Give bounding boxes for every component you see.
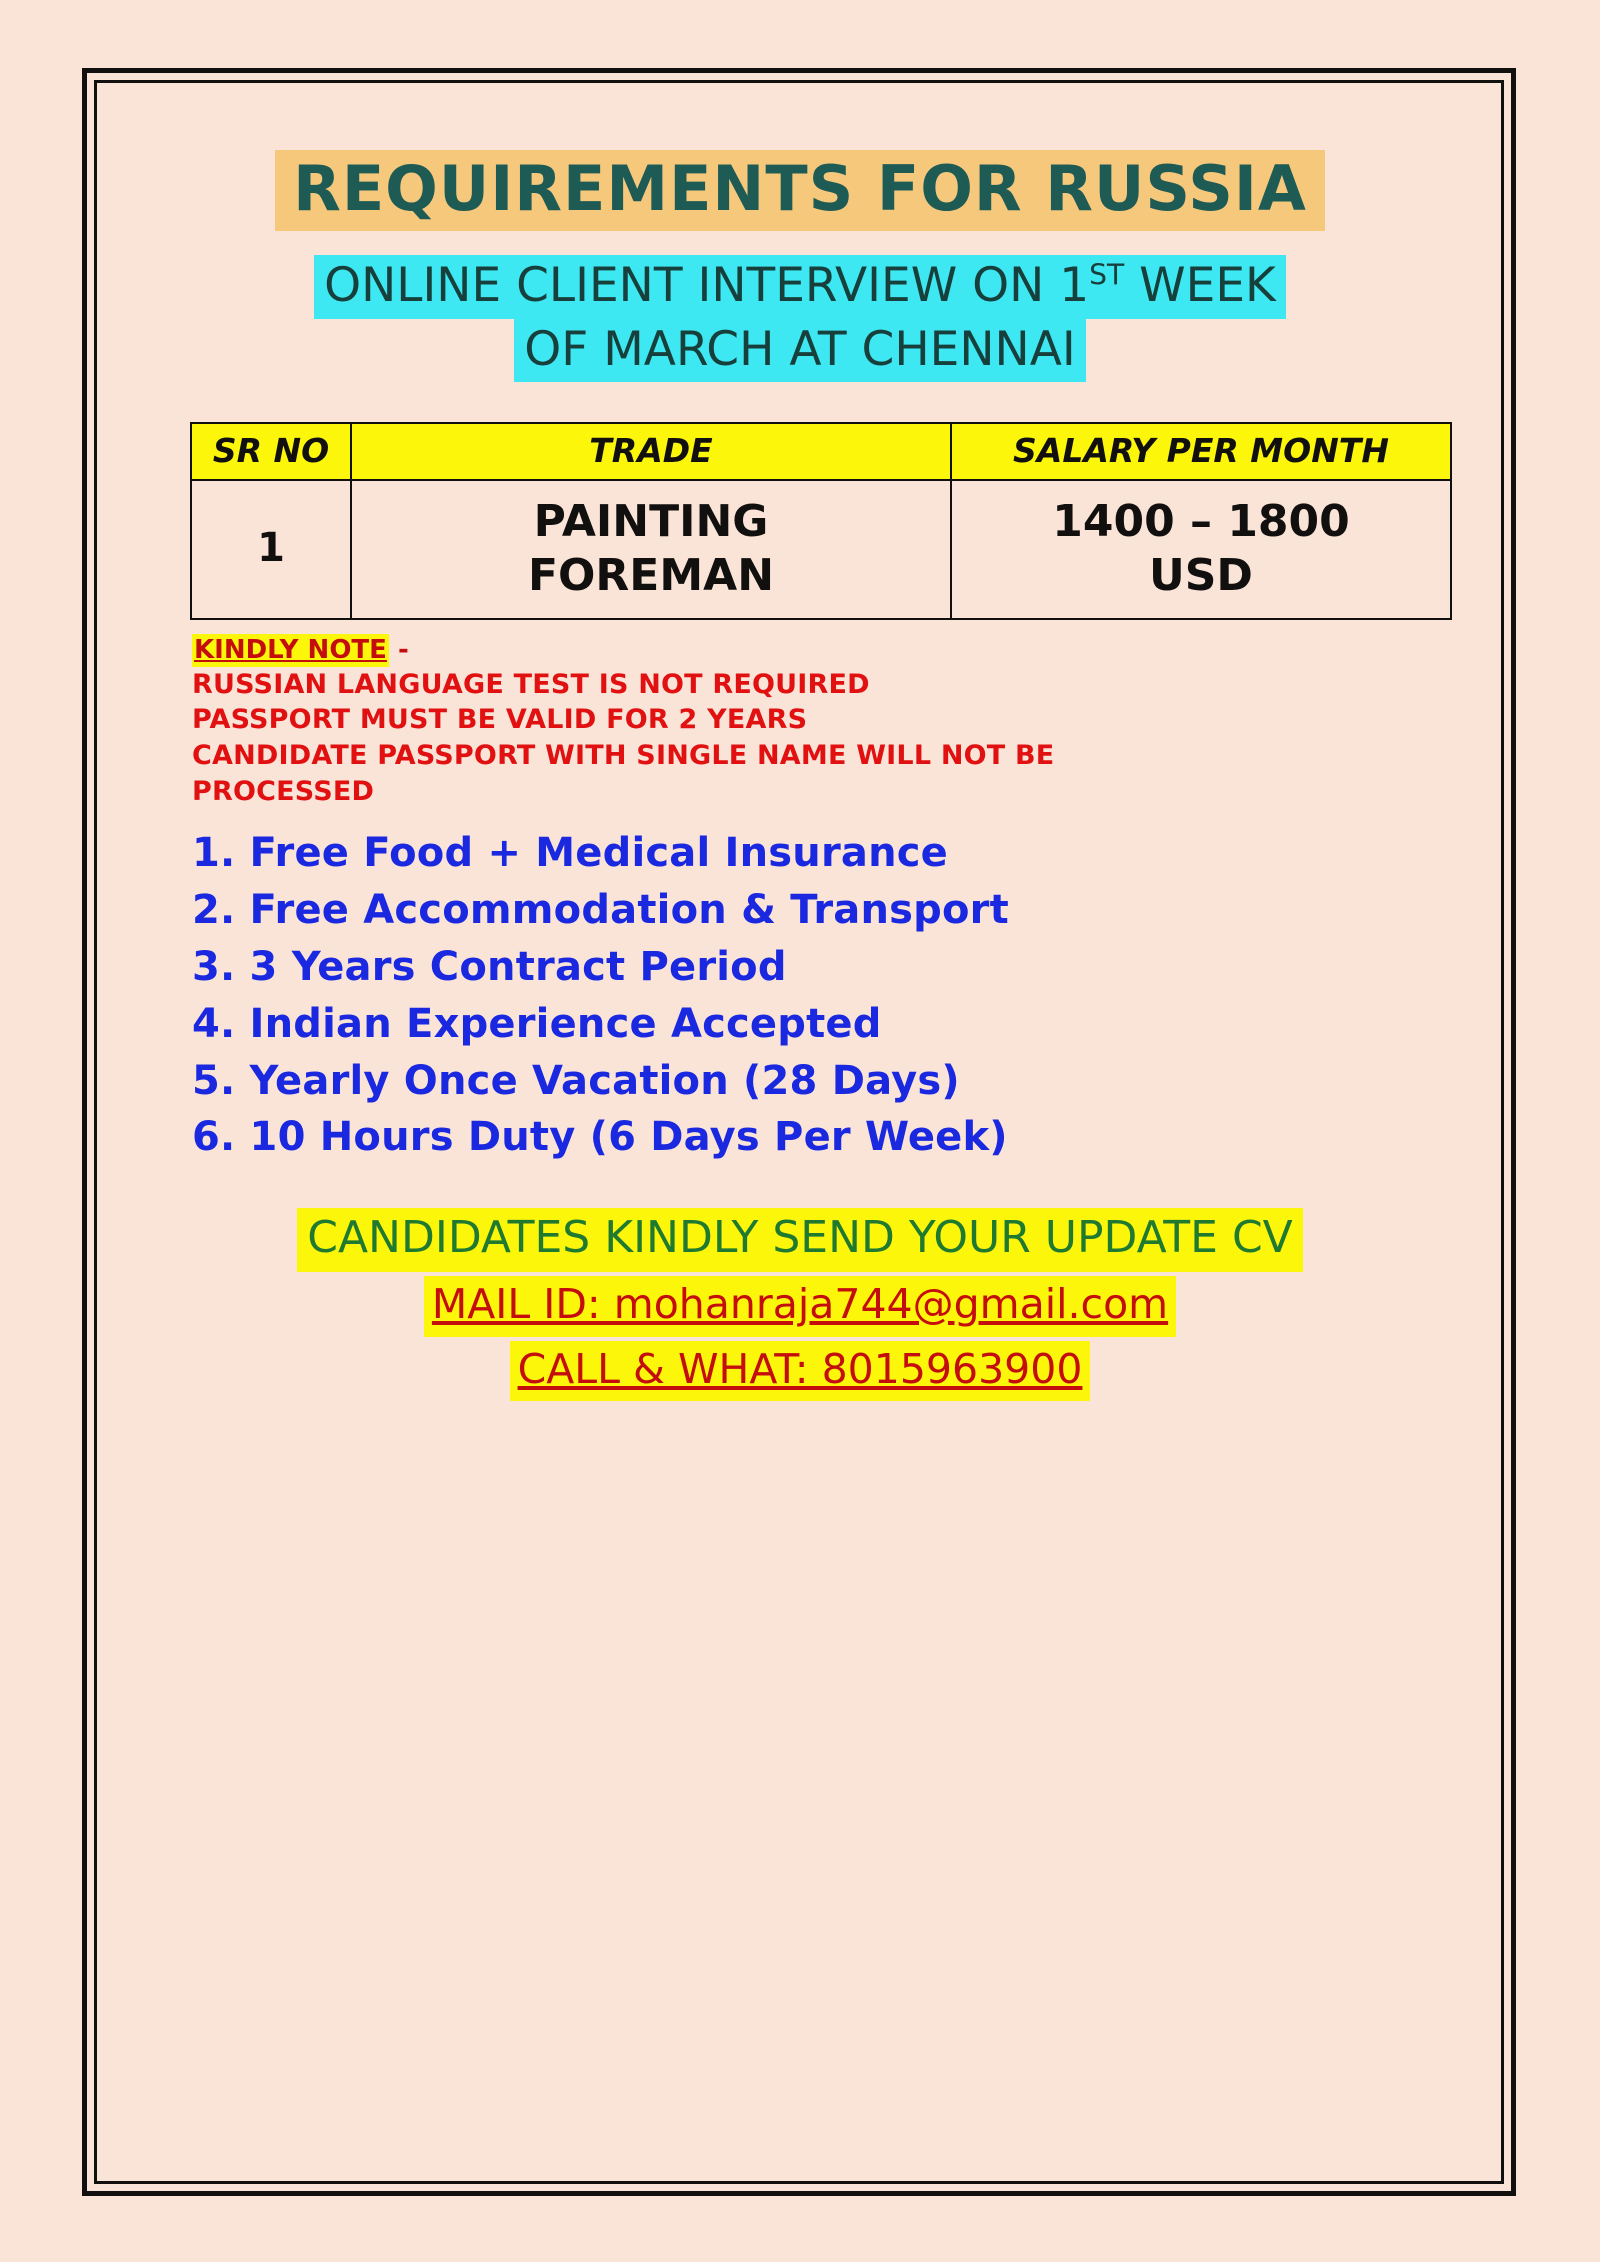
requirements-table bbox=[190, 422, 1452, 620]
cell-salary bbox=[951, 480, 1451, 619]
poster-content bbox=[150, 150, 1450, 1401]
subtitle-block bbox=[150, 255, 1450, 382]
table-row bbox=[191, 480, 1451, 619]
subtitle-line-1 bbox=[314, 255, 1286, 318]
footer-call-row bbox=[150, 1341, 1450, 1401]
kindly-note-heading: KINDLY NOTE bbox=[194, 635, 387, 666]
note-line: CANDIDATE PASSPORT WITH SINGLE NAME WILL NOT BE bbox=[192, 740, 1055, 772]
kindly-note-heading-row bbox=[192, 634, 1450, 667]
footer-phone-link[interactable]: CALL & WHAT: 8015963900 bbox=[510, 1341, 1091, 1401]
cell-salary-line-1: 1400 – 1800 bbox=[1052, 496, 1350, 547]
subtitle-line-2-wrap bbox=[150, 319, 1450, 382]
cell-trade bbox=[351, 480, 951, 619]
list-item: 2. Free Accommodation & Transport bbox=[192, 887, 1009, 934]
note-line: PASSPORT MUST BE VALID FOR 2 YEARS bbox=[192, 704, 808, 736]
list-item: 3. 3 Years Contract Period bbox=[192, 943, 787, 990]
subtitle-line-1-post: WEEK bbox=[1124, 258, 1276, 314]
subtitle-line-1-superscript: ST bbox=[1089, 258, 1125, 292]
table-body bbox=[191, 480, 1451, 619]
table-header-trade: TRADE bbox=[351, 423, 951, 480]
subtitle-line-2: OF MARCH AT CHENNAI bbox=[514, 319, 1085, 382]
cell-sr-no: 1 bbox=[191, 480, 351, 619]
subtitle-line-1-wrap bbox=[150, 255, 1450, 318]
kindly-note-heading-dash: - bbox=[388, 635, 409, 666]
note-line: RUSSIAN LANGUAGE TEST IS NOT REQUIRED bbox=[192, 668, 870, 700]
list-item: 5. Yearly Once Vacation (28 Days) bbox=[192, 1057, 960, 1104]
table-header-salary: SALARY PER MONTH bbox=[951, 423, 1451, 480]
contact-footer bbox=[150, 1208, 1450, 1401]
page-title: REQUIREMENTS FOR RUSSIA bbox=[275, 150, 1325, 231]
list-item: 6. 10 Hours Duty (6 Days Per Week) bbox=[192, 1114, 1008, 1161]
title-row bbox=[150, 150, 1450, 231]
footer-cv-text: CANDIDATES KINDLY SEND YOUR UPDATE CV bbox=[297, 1208, 1303, 1272]
cell-trade-line-2: FOREMAN bbox=[527, 549, 775, 601]
cell-salary-line-2: USD bbox=[1149, 549, 1253, 601]
cell-trade-line-1: PAINTING bbox=[533, 496, 769, 547]
footer-mail-link[interactable]: MAIL ID: mohanraja744@gmail.com bbox=[424, 1276, 1176, 1336]
footer-cv-row bbox=[150, 1208, 1450, 1272]
list-item: 1. Free Food + Medical Insurance bbox=[192, 830, 948, 877]
kindly-note-block bbox=[192, 634, 1450, 809]
subtitle-line-1-pre: ONLINE CLIENT INTERVIEW ON 1 bbox=[324, 258, 1090, 314]
table-header-row bbox=[191, 423, 1451, 480]
list-item: 4. Indian Experience Accepted bbox=[192, 1000, 882, 1047]
table-header-sr-no: SR NO bbox=[191, 423, 351, 480]
footer-mail-row bbox=[150, 1276, 1450, 1336]
table-header bbox=[191, 423, 1451, 480]
note-line: PROCESSED bbox=[192, 775, 375, 807]
benefits-list bbox=[192, 825, 1450, 1166]
